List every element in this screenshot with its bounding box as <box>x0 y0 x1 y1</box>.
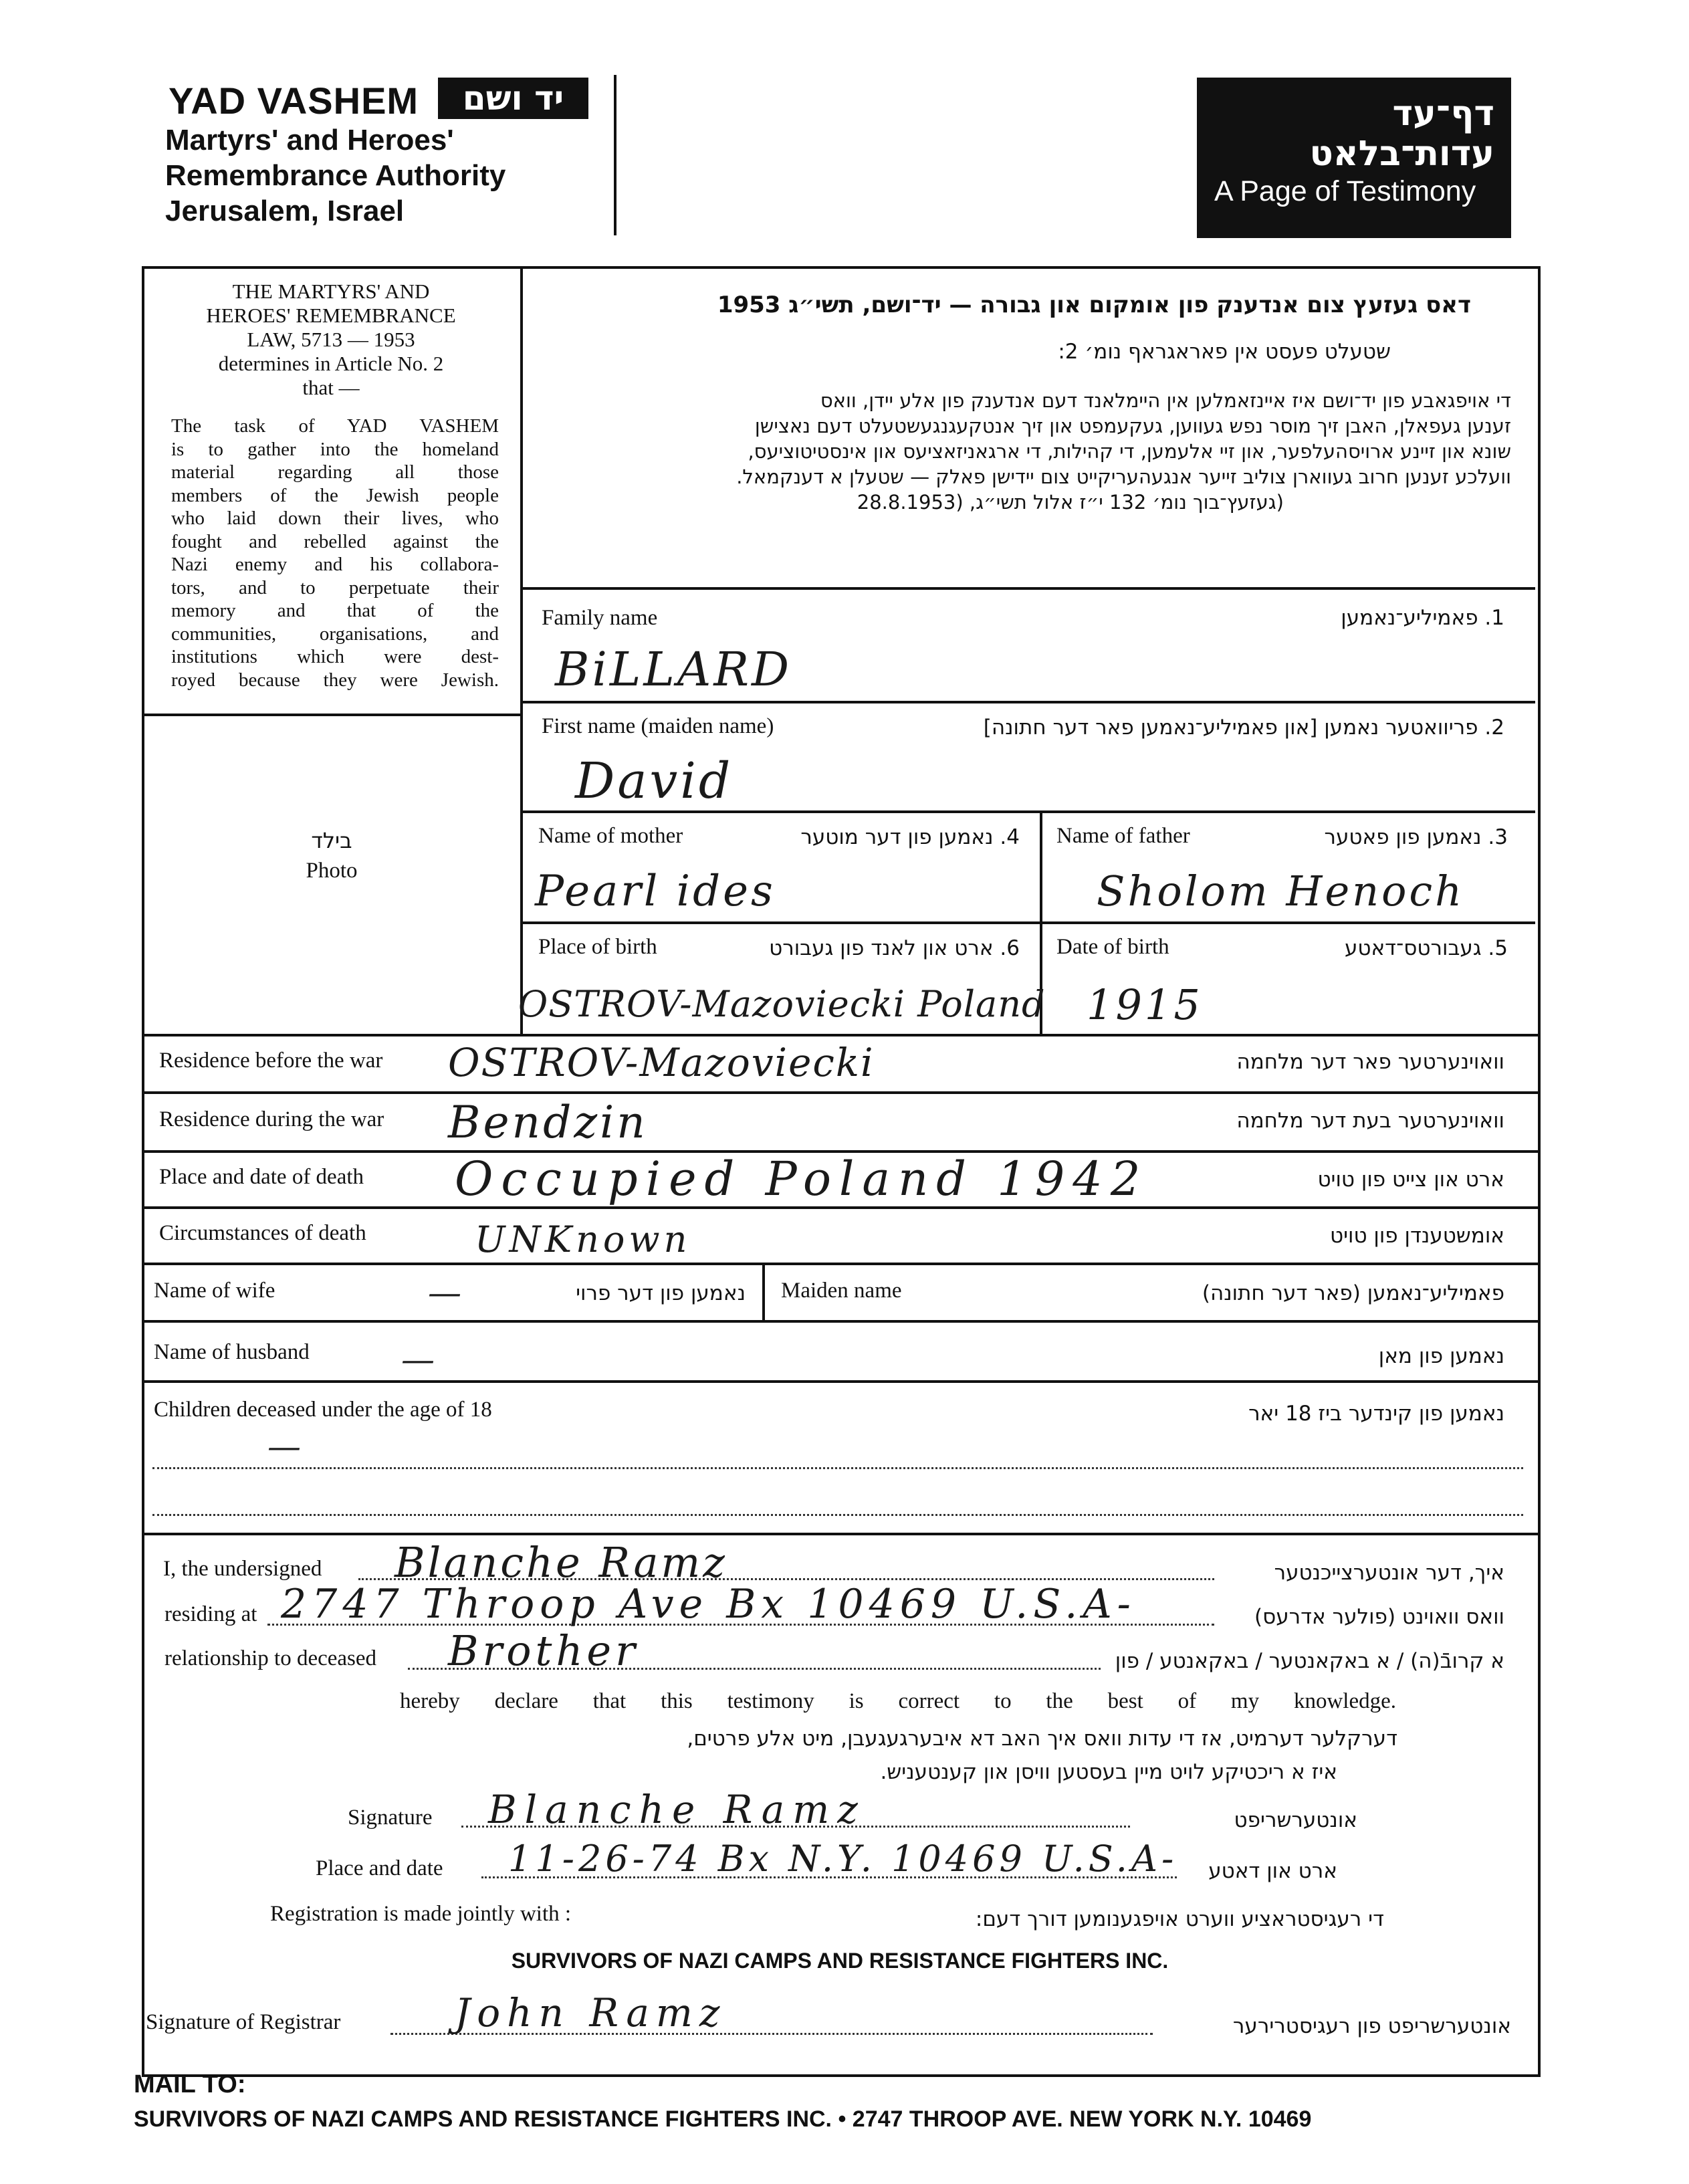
residing-value: 2747 Throop Ave Bx 10469 U.S.A- <box>281 1581 1136 1628</box>
residence-during-label-hebrew: וואוינערטער בעת דער מלחמה <box>1236 1109 1504 1133</box>
birth-place-label-hebrew: 6. ארט און לאנד פון געבורט <box>769 936 1020 960</box>
children-line-1 <box>152 1467 1523 1469</box>
law-hebrew-line: די אויפגאבע פון יד־ושם איז איינזאמלען אין היימלאנד דעם אנדענק פון אלע יידן, וואס <box>820 389 1511 412</box>
mail-to: MAIL TO: <box>134 2070 246 2098</box>
maiden-name-label: Maiden name <box>781 1279 902 1303</box>
law-title-5: that — <box>302 376 360 399</box>
residence-before-label-hebrew: וואוינערטער פאר דער מלחמה <box>1236 1050 1504 1074</box>
residence-during-value: Bendzin <box>448 1097 648 1148</box>
law-body-line: is to gather into the homeland <box>171 438 499 460</box>
death-place-date-label: Place and date of death <box>159 1165 364 1189</box>
divider <box>142 1206 1538 1209</box>
death-circumstances-label-hebrew: אומשטענדן פון טויט <box>1329 1224 1504 1248</box>
law-body-line: The task of YAD VASHEM <box>171 415 499 437</box>
family-name-value: BiLLARD <box>555 642 792 697</box>
maiden-name-label-hebrew: פאמיליע־נאמען (פאר דער חתונה) <box>1202 1281 1504 1305</box>
law-hebrew-line: שונא און זיינע ארויסהעלפער, און זיי אלעמען, די קהילות, די ארגאניזאציעס און אינסטיטוציעס, <box>748 440 1511 463</box>
birth-place-value: OSTROV-Mazoviecki Poland <box>518 983 1046 1025</box>
law-hebrew-title: דאס געזעץ צום אנדענק פון אומקום און גבורה — יד־ושם, תשי״ג 1953 <box>717 292 1471 318</box>
law-body-line: Nazi enemy and his collabora- <box>171 554 499 575</box>
law-hebrew-line: (געזעץ־בוך נומ׳ 132 י״ז אלול תשי״ג, (28.8.1953 <box>857 491 1284 514</box>
declaration-hebrew-2: איז א ריכטיקע לויט מיין בעסטען וויסן און קענטעניש. <box>880 1760 1337 1784</box>
law-body-line: who laid down their lives, who <box>171 508 499 529</box>
first-name-label-hebrew: 2. פריוואטער נאמען [און פאמיליע־נאמען פאר דער חתונה] <box>983 716 1504 740</box>
children-value: — <box>267 1427 304 1466</box>
death-place-date-label-hebrew: ארט און צייט פון טויט <box>1317 1168 1504 1192</box>
title-hebrew-2: עדות־בלאט <box>1309 134 1494 174</box>
law-body-line: tors, and to perpetuate their <box>171 576 499 598</box>
law-title-2: HEROES' REMEMBRANCE <box>206 304 456 327</box>
residence-during-label: Residence during the war <box>159 1107 384 1131</box>
mother-name-label: Name of mother <box>538 824 683 848</box>
children-label-hebrew: נאמען פון קינדער ביז 18 יאר <box>1248 1402 1504 1426</box>
law-body-line: members of the Jewish people <box>171 484 499 506</box>
registrar-label-hebrew: אונטערשריפט פון רעגיסטרירער <box>1232 2014 1511 2038</box>
mother-name-value: Pearl ides <box>535 867 776 916</box>
divider <box>142 1320 1538 1323</box>
registrar-label: Signature of Registrar <box>146 2010 341 2034</box>
divider <box>142 1263 1538 1265</box>
residence-before-label: Residence before the war <box>159 1049 383 1073</box>
law-body-line: material regarding all those <box>171 461 499 483</box>
org-line-2: Remembrance Authority <box>165 159 506 192</box>
law-hebrew-line: זענען געפאלן, האבן זיך מוסר נפש געווען, געקעמפט און זיך אנטקעגנגעשטעלט דעם נאצישן <box>754 415 1511 437</box>
place-date-label-hebrew: ארט און דאטע <box>1208 1859 1337 1883</box>
birth-date-label-hebrew: 5. געבורטס־דאטע <box>1344 936 1508 960</box>
photo-label-hebrew: בילד <box>311 828 352 853</box>
death-circumstances-label: Circumstances of death <box>159 1221 366 1245</box>
first-name-value: David <box>575 752 734 810</box>
family-name-label: Family name <box>542 606 658 630</box>
birth-date-label: Date of birth <box>1056 935 1169 959</box>
org-logo-hebrew: יד ושם <box>438 78 588 119</box>
residing-label-hebrew: וואס וואוינט (פולער אדרעס) <box>1254 1605 1504 1629</box>
declaration-hebrew-1: דערקלער דערמיט, אז די עדות וואס איך האב דא איבערגעגעבן, מיט אלע פרטים, <box>687 1727 1397 1751</box>
father-name-label-hebrew: 3. נאמען פון פאטער <box>1324 825 1508 849</box>
wife-name-label: Name of wife <box>154 1279 275 1303</box>
residing-label: residing at <box>164 1602 257 1626</box>
wife-name-value: — <box>428 1273 464 1312</box>
family-name-label-hebrew: 1. פאמיליע־נאמען <box>1341 606 1504 630</box>
law-title-3: LAW, 5713 — 1953 <box>247 328 415 351</box>
place-date-value: 11-26-74 Bx N.Y. 10469 U.S.A- <box>508 1838 1178 1880</box>
law-hebrew-body <box>535 388 1511 515</box>
wife-name-label-hebrew: נאמען פון דער פרוי <box>576 1281 746 1305</box>
org-line-3: Jerusalem, Israel <box>165 195 405 227</box>
header-divider <box>614 75 616 235</box>
signature-label-hebrew: אונטערשריפט <box>1234 1808 1357 1832</box>
children-label: Children deceased under the age of 18 <box>154 1398 492 1422</box>
undersigned-label: I, the undersigned <box>163 1557 322 1581</box>
mother-name-label-hebrew: 4. נאמען פון דער מוטער <box>800 825 1020 849</box>
law-body-line: royed because they were Jewish. <box>171 669 499 691</box>
divider <box>520 810 1535 813</box>
law-hebrew-subtitle: שטעלט פעסט אין פאראגראף נומ׳ 2: <box>1058 340 1391 364</box>
relationship-label-hebrew: א קרובֿ(ה) / א באקאנטער / באקאנטע / פון <box>1115 1649 1504 1673</box>
birth-date-value: 1915 <box>1087 980 1203 1029</box>
relationship-value: Brother <box>448 1626 639 1675</box>
relationship-label: relationship to deceased <box>164 1646 377 1670</box>
husband-name-label: Name of husband <box>154 1340 310 1364</box>
husband-name-value: — <box>401 1340 437 1379</box>
law-body-line: fought and rebelled against the <box>171 530 499 552</box>
divider <box>142 1034 1538 1036</box>
signature-label: Signature <box>348 1806 433 1830</box>
mail-address: SURVIVORS OF NAZI CAMPS AND RESISTANCE FIGHTERS INC. • 2747 THROOP AVE. NEW YORK N.Y. 10469 <box>134 2106 1312 2132</box>
title-english: A Page of Testimony <box>1214 175 1476 207</box>
father-name-label: Name of father <box>1056 824 1190 848</box>
law-body-line: communities, organisations, and <box>171 623 499 645</box>
residence-before-value: OSTROV-Mazoviecki <box>448 1040 875 1085</box>
org-name: YAD VASHEM <box>168 80 419 122</box>
divider <box>520 701 1535 703</box>
signature-value: Blanche Ramz <box>488 1787 866 1832</box>
husband-name-label-hebrew: נאמען פון מאן <box>1378 1344 1504 1368</box>
law-box <box>154 280 508 400</box>
law-body-line: memory and that of the <box>171 600 499 621</box>
law-body-line: institutions which were dest- <box>171 646 499 667</box>
org-line-1: Martyrs' and Heroes' <box>165 124 454 156</box>
law-column-divider <box>520 266 523 1035</box>
registration-org: SURVIVORS OF NAZI CAMPS AND RESISTANCE FIGHTERS INC. <box>511 1949 1169 1973</box>
divider <box>520 921 1535 924</box>
divider <box>142 1380 1538 1383</box>
place-date-label: Place and date <box>316 1856 443 1880</box>
divider <box>520 587 1535 590</box>
death-circumstances-value: UNKnown <box>475 1218 691 1261</box>
registrar-value: John Ramz <box>455 1990 727 2036</box>
title-hebrew-1: דף־עד <box>1392 94 1494 134</box>
birth-place-label: Place of birth <box>538 935 657 959</box>
law-title-1: THE MARTYRS' AND <box>232 280 430 303</box>
registration-label: Registration is made jointly with : <box>270 1902 572 1926</box>
law-title-4: determines in Article No. 2 <box>218 352 444 375</box>
first-name-label: First name (maiden name) <box>542 714 774 738</box>
divider <box>762 1263 765 1321</box>
photo-label: Photo <box>306 859 358 883</box>
father-name-value: Sholom Henoch <box>1097 867 1465 915</box>
law-hebrew-line: וועלכע זענען חרוב געווארן צוליב זייער אנגעהעריקייט צום יידישן פאלק — שטעלן א דענקמאל. <box>736 465 1511 488</box>
children-line-2 <box>152 1514 1523 1516</box>
undersigned-value: Blanche Ramz <box>395 1538 727 1587</box>
declaration-text: hereby declare that this testimony is correct to the best of my knowledge. <box>400 1689 1396 1713</box>
law-body <box>171 415 499 691</box>
registration-label-hebrew: די רעגיסטראציע ווערט אויפגענומען דורך דעם: <box>975 1907 1384 1931</box>
divider <box>142 1091 1538 1094</box>
undersigned-label-hebrew: איך, דער אונטערצייכנטער <box>1274 1561 1504 1585</box>
death-place-date-value: Occupied Poland 1942 <box>455 1152 1149 1206</box>
divider <box>142 1533 1538 1535</box>
law-photo-divider <box>142 714 522 716</box>
